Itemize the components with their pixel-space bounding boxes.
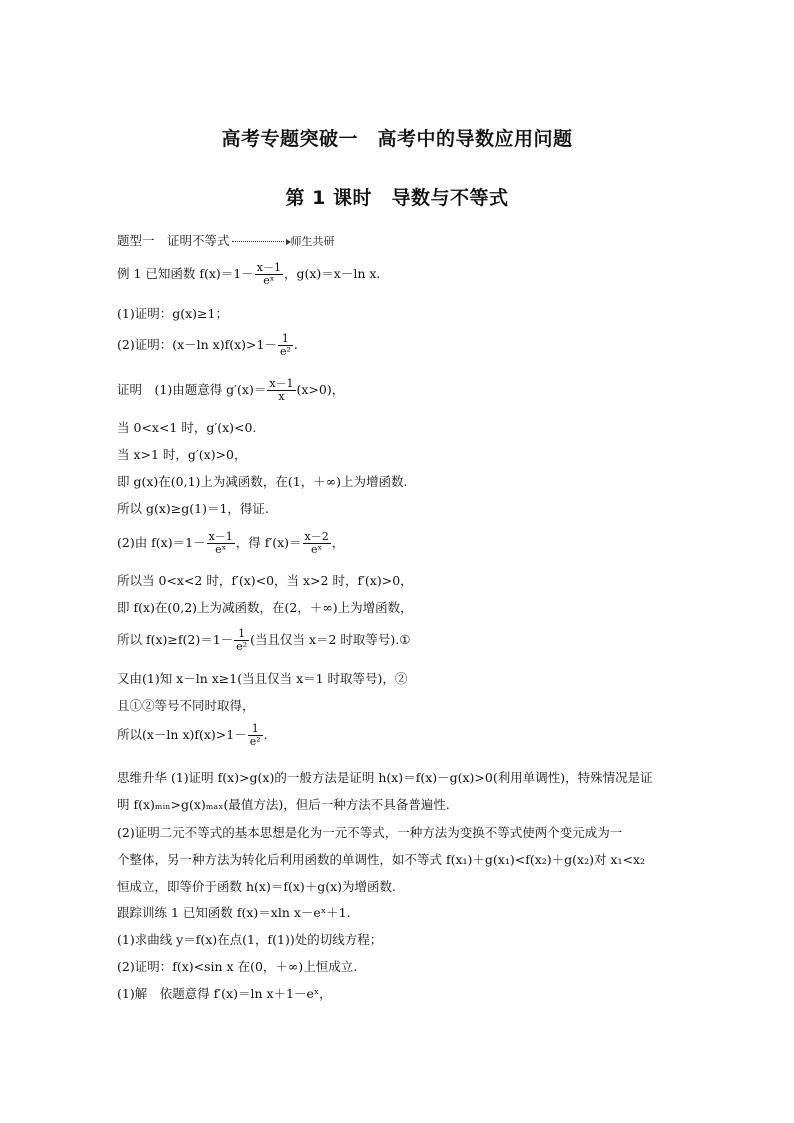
example-1-part-1: (1)证明：g(x)≥1； — [117, 306, 228, 321]
proof-line-3: 当 x>1 时，g′(x)>0， — [117, 447, 247, 462]
exercise-1-part-1: (1)求曲线 y＝f(x)在点(1，f(1))处的切线方程； — [117, 932, 383, 947]
denominator: eˣ — [215, 543, 227, 556]
numerator: x－2 — [304, 530, 329, 543]
main-title: 高考专题突破一 高考中的导数应用问题 — [221, 128, 573, 150]
fraction — [278, 333, 293, 358]
exercise-1-solution-1: (1)解 依题意得 f′(x)＝ln x＋1－eˣ， — [117, 986, 332, 1001]
example-1-part-2 — [117, 333, 687, 358]
denominator: e² — [279, 345, 291, 358]
numerator: 1 — [248, 723, 263, 736]
proof-line-10: 又由(1)知 x－ln x≥1(当且仅当 x＝1 时取等号)，② — [117, 671, 408, 686]
proof-line-8: 即 f(x)在(0,2)上为减函数，在(2，＋∞)上为增函数， — [117, 600, 413, 615]
proof-line-9 — [117, 628, 687, 653]
exercise-1-statement: 跟踪训练 1 已知函数 f(x)＝xln x－eˣ＋1. — [117, 905, 351, 920]
fraction — [248, 723, 263, 748]
fraction — [255, 262, 283, 287]
section-tag: 师生共研 — [290, 235, 335, 248]
proof-line-6 — [117, 531, 687, 556]
text-segment: ，g(x)＝x－ln x. — [283, 266, 381, 281]
proof-line-4: 即 g(x)在(0,1)上为减函数，在(1，＋∞)上为增函数. — [117, 474, 408, 489]
proof-line-11: 且①②等号不同时取得， — [117, 698, 255, 713]
fraction — [303, 531, 331, 556]
summary-line-4: 个整体，另一种方法为转化后利用函数的单调性，如不等式 f(x₁)＋g(x₁)<f(x₂)＋g(x₂)对 x₁<x₂ — [117, 852, 646, 867]
text-segment: (2)证明：(x－ln x)f(x)>1－ — [117, 337, 277, 352]
summary-line-3: (2)证明二元不等式的基本思想是化为一元不等式，一种方法为变换不等式使两个变元成为一 — [117, 825, 623, 840]
text-segment: 证明 (1)由题意得 g′(x)＝ — [117, 382, 267, 397]
text-segment: ，得 f′(x)＝ — [235, 535, 302, 550]
summary-line-5: 恒成立，即等价于函数 h(x)＝f(x)＋g(x)为增函数. — [117, 879, 397, 894]
proof-line-1 — [117, 378, 687, 403]
text-segment: (x>0)， — [296, 382, 345, 397]
fraction — [207, 531, 235, 556]
lesson-title: 第 1 课时 导数与不等式 — [285, 187, 509, 209]
numerator: x－1 — [269, 377, 294, 390]
numerator: 1 — [278, 333, 293, 346]
denominator: eˣ — [263, 274, 275, 287]
text-segment: (2)由 f(x)＝1－ — [117, 535, 206, 550]
text-segment: . — [263, 727, 268, 742]
fraction — [234, 628, 249, 653]
numerator: 1 — [234, 628, 249, 641]
dotted-arrow-line — [232, 241, 284, 242]
text-segment: ， — [331, 535, 345, 550]
proof-line-5: 所以 g(x)≥g(1)＝1，得证. — [117, 501, 269, 516]
exercise-1-part-2: (2)证明：f(x)<sin x 在(0，＋∞)上恒成立. — [117, 959, 358, 974]
summary-line-1: 思维升华 (1)证明 f(x)>g(x)的一般方法是证明 h(x)＝f(x)－g(x)>0(利用单调性)，特殊情况是证 — [117, 770, 653, 785]
section-header — [117, 233, 687, 250]
section-label: 题型一 证明不等式 — [117, 233, 230, 248]
text-segment: 所以 f(x)≥f(2)＝1－ — [117, 632, 234, 647]
proof-line-12 — [117, 723, 687, 748]
fraction — [267, 378, 295, 403]
text-segment: (当且仅当 x＝2 时取等号).① — [250, 632, 411, 647]
denominator: eˣ — [311, 543, 323, 556]
summary-line-2: 明 f(x)ₘᵢₙ>g(x)ₘₐₓ(最值方法)，但后一种方法不具备普遍性. — [117, 797, 450, 812]
proof-line-7: 所以当 0<x<2 时，f′(x)<0，当 x>2 时，f′(x)>0， — [117, 573, 413, 588]
denominator: e² — [236, 640, 248, 653]
denominator: e² — [249, 735, 261, 748]
numerator: x－1 — [208, 530, 233, 543]
proof-line-2: 当 0<x<1 时，g′(x)<0. — [117, 420, 257, 435]
numerator: x－1 — [256, 261, 281, 274]
text-segment: . — [293, 337, 298, 352]
example-1-statement — [117, 262, 687, 287]
denominator: x — [278, 390, 285, 403]
text-segment: 例 1 已知函数 f(x)＝1－ — [117, 266, 254, 281]
text-segment: 所以(x－ln x)f(x)>1－ — [117, 727, 247, 742]
